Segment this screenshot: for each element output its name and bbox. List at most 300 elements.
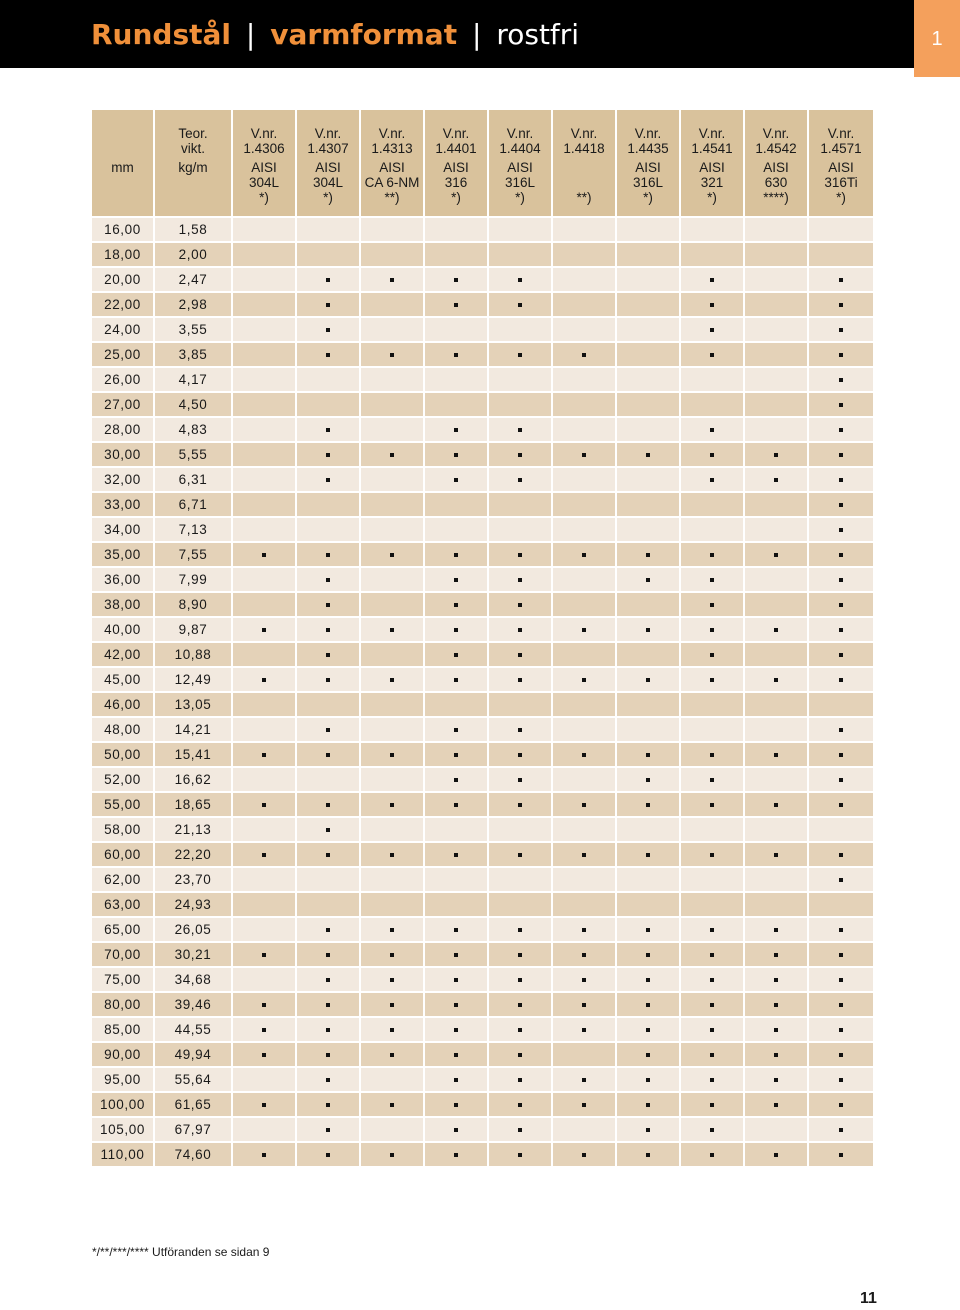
table-row (92, 342, 874, 367)
cell-availability (552, 1017, 616, 1042)
availability-mark (326, 978, 330, 982)
availability-mark (646, 803, 650, 807)
cell-availability (488, 517, 552, 542)
cell-availability (744, 1042, 808, 1067)
cell-diameter: 28,00 (92, 417, 154, 442)
cell-availability (296, 917, 360, 942)
cell-availability (616, 817, 680, 842)
cell-availability (616, 767, 680, 792)
cell-availability (232, 817, 296, 842)
cell-availability (232, 1117, 296, 1142)
cell-availability (296, 442, 360, 467)
header-cell-werkstoff: V.nr. 1.4418 (552, 110, 616, 156)
cell-availability (488, 1092, 552, 1117)
header-cell-aisi: AISI CA 6-NM **) (360, 156, 424, 217)
cell-availability (680, 1117, 744, 1142)
cell-availability (552, 1142, 616, 1167)
availability-mark (454, 1153, 458, 1157)
cell-availability (424, 617, 488, 642)
cell-weight: 7,55 (154, 542, 232, 567)
cell-availability (680, 667, 744, 692)
cell-availability (616, 342, 680, 367)
cell-availability (744, 492, 808, 517)
cell-availability (360, 367, 424, 392)
availability-mark (518, 653, 522, 657)
availability-mark (454, 853, 458, 857)
cell-availability (680, 367, 744, 392)
cell-availability (488, 867, 552, 892)
availability-mark (326, 1003, 330, 1007)
availability-mark (710, 628, 714, 632)
chapter-tab (914, 0, 960, 77)
cell-availability (616, 292, 680, 317)
cell-availability (744, 867, 808, 892)
availability-mark (454, 1078, 458, 1082)
cell-availability (744, 792, 808, 817)
cell-availability (680, 392, 744, 417)
cell-availability (424, 217, 488, 242)
cell-availability (232, 767, 296, 792)
cell-availability (552, 642, 616, 667)
availability-mark (454, 278, 458, 282)
availability-mark (518, 303, 522, 307)
availability-mark (839, 328, 843, 332)
cell-availability (296, 892, 360, 917)
availability-mark (839, 628, 843, 632)
availability-mark (839, 678, 843, 682)
cell-availability (232, 492, 296, 517)
availability-mark (454, 753, 458, 757)
cell-availability (744, 567, 808, 592)
availability-mark (326, 1078, 330, 1082)
cell-availability (680, 1017, 744, 1042)
availability-mark (710, 303, 714, 307)
cell-availability (552, 517, 616, 542)
cell-availability (488, 567, 552, 592)
availability-mark (454, 553, 458, 557)
cell-availability (232, 792, 296, 817)
cell-availability (360, 242, 424, 267)
availability-mark (454, 928, 458, 932)
cell-availability (680, 692, 744, 717)
table-row (92, 317, 874, 342)
cell-diameter: 62,00 (92, 867, 154, 892)
cell-availability (680, 567, 744, 592)
cell-availability (744, 367, 808, 392)
cell-availability (488, 817, 552, 842)
availability-mark (454, 978, 458, 982)
cell-availability (808, 1067, 874, 1092)
cell-availability (744, 667, 808, 692)
cell-availability (296, 792, 360, 817)
cell-availability (552, 1092, 616, 1117)
cell-weight: 15,41 (154, 742, 232, 767)
availability-mark (710, 1053, 714, 1057)
cell-availability (744, 817, 808, 842)
cell-availability (488, 717, 552, 742)
cell-availability (616, 992, 680, 1017)
cell-diameter: 110,00 (92, 1142, 154, 1167)
cell-availability (360, 217, 424, 242)
availability-mark (582, 953, 586, 957)
cell-diameter: 50,00 (92, 742, 154, 767)
cell-weight: 30,21 (154, 942, 232, 967)
cell-availability (744, 392, 808, 417)
availability-mark (454, 953, 458, 957)
cell-diameter: 40,00 (92, 617, 154, 642)
availability-mark (518, 928, 522, 932)
table-row (92, 767, 874, 792)
cell-availability (424, 442, 488, 467)
availability-mark (582, 978, 586, 982)
cell-diameter: 42,00 (92, 642, 154, 667)
availability-mark (710, 1153, 714, 1157)
cell-availability (808, 717, 874, 742)
availability-mark (390, 353, 394, 357)
table-row (92, 592, 874, 617)
availability-mark (518, 1003, 522, 1007)
table-row (92, 1092, 874, 1117)
availability-mark (326, 953, 330, 957)
cell-availability (232, 217, 296, 242)
availability-mark (774, 978, 778, 982)
cell-weight: 6,31 (154, 467, 232, 492)
availability-mark (518, 1128, 522, 1132)
cell-availability (616, 1042, 680, 1067)
availability-mark (454, 578, 458, 582)
availability-mark (326, 828, 330, 832)
cell-diameter: 36,00 (92, 567, 154, 592)
availability-mark (454, 653, 458, 657)
cell-availability (808, 617, 874, 642)
cell-availability (232, 617, 296, 642)
cell-availability (616, 1092, 680, 1117)
cell-availability (616, 842, 680, 867)
header-cell-kgm: kg/m (154, 156, 232, 217)
cell-availability (680, 717, 744, 742)
cell-availability (552, 342, 616, 367)
availability-mark (262, 803, 266, 807)
availability-mark (839, 778, 843, 782)
cell-availability (488, 742, 552, 767)
cell-availability (488, 292, 552, 317)
availability-mark (839, 553, 843, 557)
page-title (91, 16, 579, 56)
cell-availability (744, 242, 808, 267)
table-row (92, 567, 874, 592)
cell-weight: 2,00 (154, 242, 232, 267)
cell-availability (616, 267, 680, 292)
cell-weight: 3,55 (154, 317, 232, 342)
cell-availability (552, 842, 616, 867)
cell-availability (680, 317, 744, 342)
cell-availability (680, 592, 744, 617)
cell-availability (488, 342, 552, 367)
availability-mark (326, 628, 330, 632)
header-cell-werkstoff: V.nr. 1.4435 (616, 110, 680, 156)
cell-availability (360, 1142, 424, 1167)
table-row (92, 667, 874, 692)
cell-availability (744, 417, 808, 442)
cell-availability (744, 692, 808, 717)
table-row (92, 942, 874, 967)
cell-availability (232, 667, 296, 692)
table-row (92, 367, 874, 392)
cell-availability (808, 267, 874, 292)
cell-weight: 7,13 (154, 517, 232, 542)
cell-availability (488, 1067, 552, 1092)
cell-availability (424, 792, 488, 817)
cell-availability (424, 942, 488, 967)
cell-diameter: 46,00 (92, 692, 154, 717)
availability-mark (646, 1028, 650, 1032)
cell-availability (232, 717, 296, 742)
cell-availability (616, 917, 680, 942)
cell-availability (360, 317, 424, 342)
cell-availability (680, 492, 744, 517)
availability-mark (326, 1028, 330, 1032)
cell-diameter: 85,00 (92, 1017, 154, 1042)
cell-availability (808, 392, 874, 417)
cell-availability (616, 592, 680, 617)
availability-mark (646, 553, 650, 557)
cell-availability (424, 1117, 488, 1142)
cell-availability (488, 417, 552, 442)
cell-availability (744, 767, 808, 792)
availability-mark (582, 1103, 586, 1107)
cell-diameter: 70,00 (92, 942, 154, 967)
availability-mark (839, 428, 843, 432)
table-row (92, 1067, 874, 1092)
cell-availability (808, 592, 874, 617)
availability-mark (839, 953, 843, 957)
cell-availability (488, 892, 552, 917)
cell-diameter: 32,00 (92, 467, 154, 492)
availability-mark (518, 803, 522, 807)
cell-availability (360, 1017, 424, 1042)
cell-availability (488, 767, 552, 792)
availability-mark (582, 1153, 586, 1157)
availability-mark (262, 628, 266, 632)
cell-weight: 6,71 (154, 492, 232, 517)
cell-availability (296, 717, 360, 742)
header-cell-aisi: **) (552, 156, 616, 217)
cell-availability (488, 1142, 552, 1167)
availability-mark (839, 803, 843, 807)
availability-mark (262, 678, 266, 682)
cell-weight: 7,99 (154, 567, 232, 592)
cell-availability (680, 767, 744, 792)
cell-availability (616, 642, 680, 667)
cell-availability (488, 1117, 552, 1142)
cell-diameter: 30,00 (92, 442, 154, 467)
cell-availability (232, 1092, 296, 1117)
cell-availability (296, 1067, 360, 1092)
cell-availability (232, 392, 296, 417)
availability-mark (839, 1153, 843, 1157)
cell-availability (744, 342, 808, 367)
availability-mark (582, 1028, 586, 1032)
cell-availability (744, 717, 808, 742)
availability-mark (774, 453, 778, 457)
table-row (92, 267, 874, 292)
availability-mark (518, 853, 522, 857)
table-row (92, 1117, 874, 1142)
cell-weight: 2,47 (154, 267, 232, 292)
availability-mark (710, 328, 714, 332)
cell-availability (808, 1142, 874, 1167)
cell-availability (808, 542, 874, 567)
cell-availability (680, 1067, 744, 1092)
cell-weight: 39,46 (154, 992, 232, 1017)
cell-availability (232, 342, 296, 367)
availability-mark (518, 753, 522, 757)
cell-availability (808, 217, 874, 242)
cell-availability (424, 267, 488, 292)
availability-mark (710, 778, 714, 782)
cell-availability (744, 642, 808, 667)
availability-mark (326, 578, 330, 582)
cell-availability (616, 467, 680, 492)
availability-mark (774, 478, 778, 482)
table-header (92, 110, 874, 217)
availability-mark (454, 1103, 458, 1107)
cell-availability (296, 467, 360, 492)
cell-availability (616, 1017, 680, 1042)
cell-availability (680, 842, 744, 867)
cell-diameter: 35,00 (92, 542, 154, 567)
table-row (92, 967, 874, 992)
availability-mark (839, 878, 843, 882)
cell-availability (424, 317, 488, 342)
cell-availability (680, 442, 744, 467)
cell-availability (424, 717, 488, 742)
header-cell-mm: mm (92, 156, 154, 217)
cell-availability (232, 367, 296, 392)
availability-mark (646, 978, 650, 982)
availability-mark (646, 1103, 650, 1107)
cell-availability (680, 817, 744, 842)
availability-mark (326, 1128, 330, 1132)
availability-mark (454, 778, 458, 782)
cell-availability (424, 967, 488, 992)
table-row (92, 242, 874, 267)
availability-mark (518, 428, 522, 432)
cell-availability (680, 867, 744, 892)
cell-availability (232, 267, 296, 292)
cell-availability (744, 592, 808, 617)
cell-availability (360, 867, 424, 892)
cell-availability (552, 367, 616, 392)
cell-availability (360, 567, 424, 592)
availability-mark (262, 553, 266, 557)
cell-availability (360, 617, 424, 642)
cell-availability (744, 1092, 808, 1117)
cell-availability (808, 967, 874, 992)
availability-mark (390, 928, 394, 932)
header-cell-werkstoff: V.nr. 1.4541 (680, 110, 744, 156)
availability-mark (262, 1053, 266, 1057)
availability-mark (774, 1103, 778, 1107)
cell-availability (232, 692, 296, 717)
cell-availability (360, 967, 424, 992)
availability-mark (710, 353, 714, 357)
cell-availability (232, 1017, 296, 1042)
cell-diameter: 58,00 (92, 817, 154, 842)
availability-mark (839, 303, 843, 307)
availability-mark (774, 553, 778, 557)
availability-mark (454, 478, 458, 482)
cell-availability (552, 1042, 616, 1067)
cell-availability (808, 517, 874, 542)
cell-availability (808, 567, 874, 592)
availability-mark (326, 928, 330, 932)
cell-availability (296, 967, 360, 992)
availability-mark (839, 453, 843, 457)
cell-diameter: 52,00 (92, 767, 154, 792)
table-row (92, 1142, 874, 1167)
cell-availability (744, 517, 808, 542)
availability-mark (518, 478, 522, 482)
cell-availability (744, 842, 808, 867)
cell-availability (296, 617, 360, 642)
availability-mark (518, 978, 522, 982)
availability-mark (390, 853, 394, 857)
cell-availability (744, 942, 808, 967)
cell-diameter: 45,00 (92, 667, 154, 692)
availability-mark (710, 678, 714, 682)
cell-weight: 2,98 (154, 292, 232, 317)
table-row (92, 517, 874, 542)
cell-availability (552, 717, 616, 742)
availability-mark (262, 1103, 266, 1107)
availability-mark (710, 1078, 714, 1082)
table-body (92, 217, 874, 1167)
availability-mark (582, 553, 586, 557)
availability-mark (646, 928, 650, 932)
cell-diameter: 75,00 (92, 967, 154, 992)
availability-mark (262, 953, 266, 957)
cell-availability (296, 992, 360, 1017)
cell-availability (232, 242, 296, 267)
availability-mark (518, 453, 522, 457)
cell-availability (552, 692, 616, 717)
table-row (92, 292, 874, 317)
cell-availability (360, 842, 424, 867)
cell-availability (488, 367, 552, 392)
cell-availability (488, 917, 552, 942)
availability-mark (646, 1053, 650, 1057)
availability-mark (454, 453, 458, 457)
cell-availability (360, 342, 424, 367)
availability-mark (839, 503, 843, 507)
cell-availability (744, 317, 808, 342)
header-cell-werkstoff: V.nr. 1.4401 (424, 110, 488, 156)
cell-availability (360, 542, 424, 567)
cell-availability (808, 792, 874, 817)
availability-mark (518, 603, 522, 607)
availability-mark (646, 778, 650, 782)
availability-mark (326, 1103, 330, 1107)
cell-availability (808, 942, 874, 967)
availability-mark (390, 1028, 394, 1032)
cell-availability (744, 1117, 808, 1142)
cell-availability (616, 617, 680, 642)
cell-availability (360, 642, 424, 667)
cell-availability (424, 892, 488, 917)
availability-mark (390, 278, 394, 282)
cell-availability (232, 1142, 296, 1167)
